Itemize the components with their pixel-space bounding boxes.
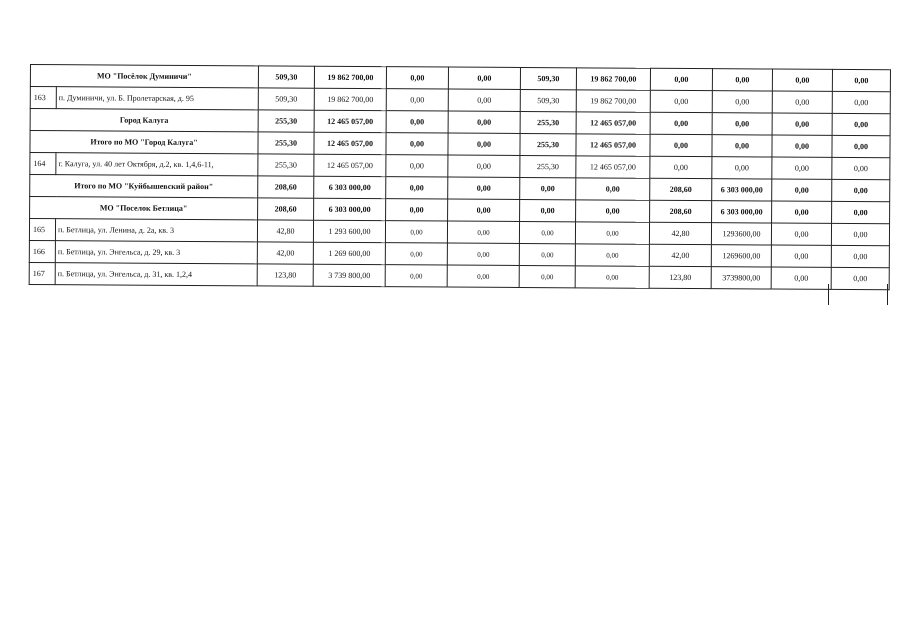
table-stub-cell bbox=[828, 284, 888, 305]
value-cell: 208,60 bbox=[650, 178, 712, 200]
value-cell: 0,00 bbox=[575, 266, 649, 288]
value-cell: 0,00 bbox=[386, 177, 448, 199]
value-cell: 255,30 bbox=[520, 133, 576, 155]
value-cell: 1 269 600,00 bbox=[313, 242, 385, 264]
value-cell: 509,30 bbox=[520, 89, 576, 111]
value-cell: 0,00 bbox=[772, 179, 832, 201]
value-cell: 208,60 bbox=[258, 198, 314, 220]
value-cell: 0,00 bbox=[712, 91, 772, 113]
value-cell: 0,00 bbox=[448, 155, 520, 177]
value-cell: 0,00 bbox=[447, 243, 519, 265]
group-label: Итого по МО "Город Калуга" bbox=[30, 131, 258, 154]
value-cell: 255,30 bbox=[520, 155, 576, 177]
value-cell: 0,00 bbox=[832, 157, 890, 179]
value-cell: 0,00 bbox=[448, 89, 520, 111]
value-cell: 0,00 bbox=[771, 245, 831, 267]
value-cell: 0,00 bbox=[650, 112, 712, 134]
value-cell: 0,00 bbox=[832, 179, 890, 201]
value-cell: 0,00 bbox=[771, 267, 831, 289]
value-cell: 0,00 bbox=[448, 199, 520, 221]
address-cell: п. Бетлица, ул. Энгельса, д. 31, кв. 1,2,4 bbox=[55, 263, 257, 286]
value-cell: 42,00 bbox=[649, 244, 711, 266]
value-cell: 208,60 bbox=[258, 176, 314, 198]
value-cell: 0,00 bbox=[385, 265, 447, 287]
value-cell: 0,00 bbox=[831, 245, 889, 267]
value-cell: 255,30 bbox=[258, 110, 314, 132]
value-cell: 3739800,00 bbox=[711, 267, 771, 289]
value-cell: 12 465 057,00 bbox=[314, 154, 386, 176]
value-cell: 0,00 bbox=[448, 133, 520, 155]
row-number: 163 bbox=[30, 87, 56, 109]
value-cell: 0,00 bbox=[712, 69, 772, 91]
value-cell: 6 303 000,00 bbox=[314, 198, 386, 220]
value-cell: 0,00 bbox=[650, 134, 712, 156]
value-cell: 0,00 bbox=[832, 69, 890, 91]
value-cell: 1 293 600,00 bbox=[313, 220, 385, 242]
value-cell: 3 739 800,00 bbox=[313, 264, 385, 286]
value-cell: 42,00 bbox=[257, 242, 313, 264]
value-cell: 255,30 bbox=[258, 154, 314, 176]
value-cell: 12 465 057,00 bbox=[314, 132, 386, 154]
value-cell: 0,00 bbox=[520, 199, 576, 221]
value-cell: 0,00 bbox=[386, 89, 448, 111]
value-cell: 1269600,00 bbox=[711, 245, 771, 267]
address-cell: п. Думиничи, ул. Б. Пролетарская, д. 95 bbox=[56, 87, 258, 110]
value-cell: 0,00 bbox=[772, 69, 832, 91]
value-cell: 0,00 bbox=[520, 177, 576, 199]
value-cell: 509,30 bbox=[258, 66, 314, 88]
row-number: 165 bbox=[29, 219, 55, 241]
value-cell: 123,80 bbox=[257, 264, 313, 286]
value-cell: 0,00 bbox=[385, 243, 447, 265]
value-cell: 0,00 bbox=[771, 223, 831, 245]
value-cell: 19 862 700,00 bbox=[576, 68, 650, 90]
value-cell: 0,00 bbox=[386, 67, 448, 89]
value-cell: 0,00 bbox=[772, 113, 832, 135]
value-cell: 0,00 bbox=[386, 199, 448, 221]
value-cell: 12 465 057,00 bbox=[576, 156, 650, 178]
value-cell: 0,00 bbox=[832, 91, 890, 113]
row-number: 164 bbox=[30, 153, 56, 175]
value-cell: 0,00 bbox=[832, 201, 890, 223]
table-row bbox=[29, 262, 889, 289]
value-cell: 509,30 bbox=[258, 88, 314, 110]
value-cell: 0,00 bbox=[575, 244, 649, 266]
value-cell: 12 465 057,00 bbox=[576, 112, 650, 134]
value-cell: 0,00 bbox=[650, 156, 712, 178]
value-cell: 0,00 bbox=[448, 177, 520, 199]
address-cell: п. Бетлица, ул. Энгельса, д. 29, кв. 3 bbox=[55, 241, 257, 264]
value-cell: 0,00 bbox=[447, 265, 519, 287]
value-cell: 0,00 bbox=[712, 157, 772, 179]
value-cell: 255,30 bbox=[258, 132, 314, 154]
value-cell: 509,30 bbox=[520, 67, 576, 89]
value-cell: 6 303 000,00 bbox=[712, 179, 772, 201]
value-cell: 0,00 bbox=[832, 113, 890, 135]
document-page bbox=[29, 64, 890, 290]
value-cell: 0,00 bbox=[448, 67, 520, 89]
value-cell: 0,00 bbox=[519, 265, 575, 287]
group-label: Город Калуга bbox=[30, 109, 258, 132]
value-cell: 0,00 bbox=[519, 221, 575, 243]
value-cell: 0,00 bbox=[831, 223, 889, 245]
housing-table bbox=[29, 64, 891, 290]
value-cell: 0,00 bbox=[386, 133, 448, 155]
value-cell: 19 862 700,00 bbox=[314, 88, 386, 110]
value-cell: 0,00 bbox=[385, 221, 447, 243]
value-cell: 0,00 bbox=[650, 90, 712, 112]
value-cell: 0,00 bbox=[772, 91, 832, 113]
value-cell: 255,30 bbox=[520, 111, 576, 133]
value-cell: 0,00 bbox=[519, 243, 575, 265]
group-label: МО "Поселок Бетлица" bbox=[30, 197, 258, 220]
address-cell: г. Калуга, ул. 40 лет Октября, д.2, кв. 1,4,6-11, bbox=[56, 153, 258, 176]
value-cell: 0,00 bbox=[772, 135, 832, 157]
value-cell: 0,00 bbox=[448, 111, 520, 133]
value-cell: 208,60 bbox=[650, 200, 712, 222]
value-cell: 0,00 bbox=[447, 221, 519, 243]
value-cell: 0,00 bbox=[832, 135, 890, 157]
value-cell: 42,80 bbox=[257, 220, 313, 242]
value-cell: 19 862 700,00 bbox=[314, 66, 386, 88]
value-cell: 0,00 bbox=[386, 111, 448, 133]
value-cell: 0,00 bbox=[772, 201, 832, 223]
value-cell: 42,80 bbox=[649, 222, 711, 244]
value-cell: 0,00 bbox=[576, 178, 650, 200]
value-cell: 0,00 bbox=[772, 157, 832, 179]
value-cell: 0,00 bbox=[831, 267, 889, 289]
value-cell: 6 303 000,00 bbox=[314, 176, 386, 198]
value-cell: 123,80 bbox=[649, 266, 711, 288]
address-cell: п. Бетлица, ул. Ленина, д. 2а, кв. 3 bbox=[55, 219, 257, 242]
value-cell: 1293600,00 bbox=[711, 223, 771, 245]
row-number: 167 bbox=[29, 262, 55, 284]
value-cell: 0,00 bbox=[712, 135, 772, 157]
value-cell: 0,00 bbox=[386, 155, 448, 177]
value-cell: 12 465 057,00 bbox=[314, 110, 386, 132]
value-cell: 6 303 000,00 bbox=[712, 201, 772, 223]
row-number: 166 bbox=[29, 240, 55, 262]
value-cell: 0,00 bbox=[650, 68, 712, 90]
group-label: Итого по МО "Куйбышевский район" bbox=[30, 175, 258, 198]
group-label: МО "Посёлок Думиничи" bbox=[30, 65, 258, 88]
value-cell: 0,00 bbox=[576, 200, 650, 222]
value-cell: 12 465 057,00 bbox=[576, 134, 650, 156]
value-cell: 0,00 bbox=[712, 113, 772, 135]
value-cell: 0,00 bbox=[575, 222, 649, 244]
value-cell: 19 862 700,00 bbox=[576, 90, 650, 112]
